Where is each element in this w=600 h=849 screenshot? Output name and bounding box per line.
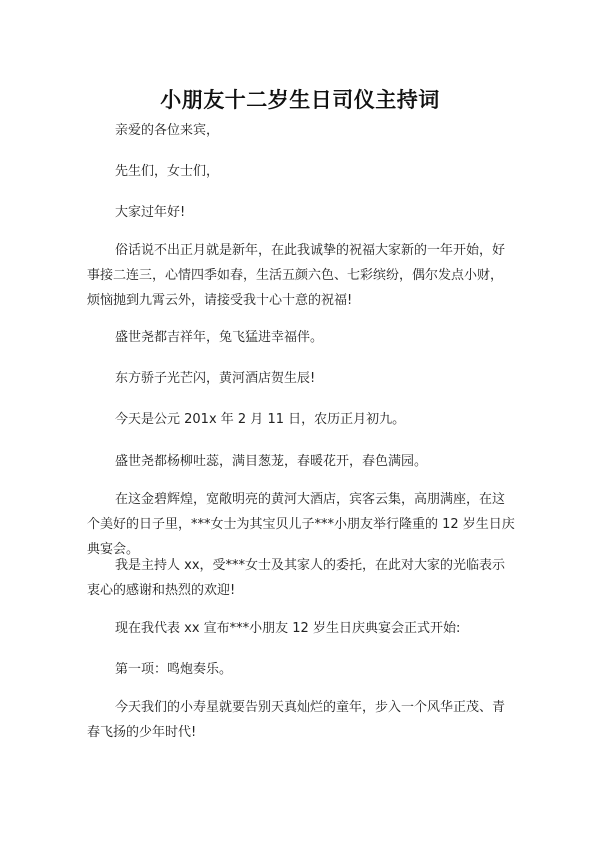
paragraph-couplet-1: 盛世尧都吉祥年，兔飞猛进幸福伴。 [115, 330, 324, 345]
paragraph-announcement: 现在我代表 xx 宣布***小朋友 12 岁生日庆典宴会正式开始: [115, 621, 461, 636]
paragraph-greeting-guests: 亲爱的各位来宾， [115, 123, 220, 138]
paragraph-date: 今天是公元 201x 年 2 月 11 日，农历正月初九。 [115, 412, 406, 427]
paragraph-host-intro: 我是主持人 xx，受***女士及其家人的委托，在此对大家的光临表示衷心的感谢和热烈的欢迎! [87, 558, 506, 598]
paragraph-blessing: 俗话说不出正月就是新年，在此我诚挚的祝福大家新的一年开始，好事接二连三，心情四季如春，生活五颜六色、七彩缤纷，偶尔发点小财，烦恼抛到九霄云外，请接受我十心十意的祝福! [87, 243, 506, 308]
paragraph-birthday-star: 今天我们的小寿星就要告别天真灿烂的童年，步入一个风华正茂、青春飞扬的少年时代! [87, 700, 506, 740]
paragraph-spring-scene: 盛世尧都杨柳吐蕊，满目葱茏，春暖花开，春色满园。 [115, 454, 428, 469]
paragraph-couplet-2: 东方骄子光芒闪，黄河酒店贺生辰! [115, 371, 316, 386]
paragraph-greeting-gentlemen-ladies: 先生们，女士们， [115, 164, 220, 179]
paragraph-new-year-greeting: 大家过年好! [115, 205, 186, 220]
paragraph-banquet-intro: 在这金碧辉煌，宽敞明亮的黄河大酒店，宾客云集，高朋满座，在这个美好的日子里，***女士为其宝贝儿子***小朋友举行隆重的 12 岁生日庆典宴会。 [87, 492, 515, 557]
paragraph-item-one: 第一项：鸣炮奏乐。 [115, 662, 233, 677]
document-title: 小朋友十二岁生日司仪主持词 [160, 88, 440, 112]
